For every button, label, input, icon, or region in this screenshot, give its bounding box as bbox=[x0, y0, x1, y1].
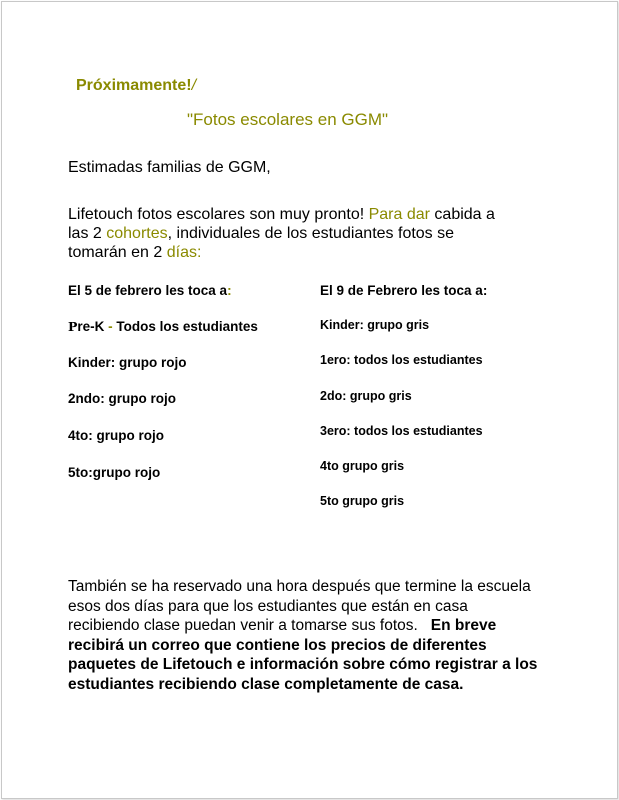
right-item-1ero: 1ero: todos los estudiantes bbox=[320, 353, 483, 367]
left-item-5to: 5to:grupo rojo bbox=[68, 465, 161, 480]
announcement-title: Próximamente!/ bbox=[76, 77, 197, 94]
left-item-4to: 4to: grupo rojo bbox=[68, 428, 164, 443]
left-item-prek: Pre-K - Todos los estudiantes bbox=[68, 319, 258, 334]
closing-paragraph: También se ha reservado una hora después que termine la escuela esos dos días para que los estudiantes que están en casa recibiendo clase puedan venir a tomarse sus fotos. En breve recibirá un correo que contiene los precios de diferentes paquetes de Lifetouch e información sobre cómo registrar a los estudiantes recibiendo clase completamente de casa. bbox=[68, 578, 538, 693]
right-item-5to: 5to grupo gris bbox=[320, 494, 405, 508]
intro-paragraph: Lifetouch fotos escolares son muy pronto! Para dar cabida a las 2 cohortes, individuales de los estudiantes fotos se tomarán en 2 días: bbox=[68, 206, 495, 261]
left-column-header: El 5 de febrero les toca a: bbox=[68, 283, 232, 298]
left-item-2ndo: 2ndo: grupo rojo bbox=[68, 391, 176, 406]
right-item-kinder: Kinder: grupo gris bbox=[320, 318, 430, 332]
right-item-4to: 4to grupo gris bbox=[320, 459, 405, 473]
right-item-2do: 2do: grupo gris bbox=[320, 389, 412, 403]
announcement-subtitle: "Fotos escolares en GGM" bbox=[187, 110, 389, 129]
left-item-kinder: Kinder: grupo rojo bbox=[68, 355, 187, 370]
right-item-3ero: 3ero: todos los estudiantes bbox=[320, 424, 483, 438]
salutation: Estimadas familias de GGM, bbox=[68, 159, 271, 176]
right-column-header: El 9 de Febrero les toca a: bbox=[320, 283, 488, 298]
